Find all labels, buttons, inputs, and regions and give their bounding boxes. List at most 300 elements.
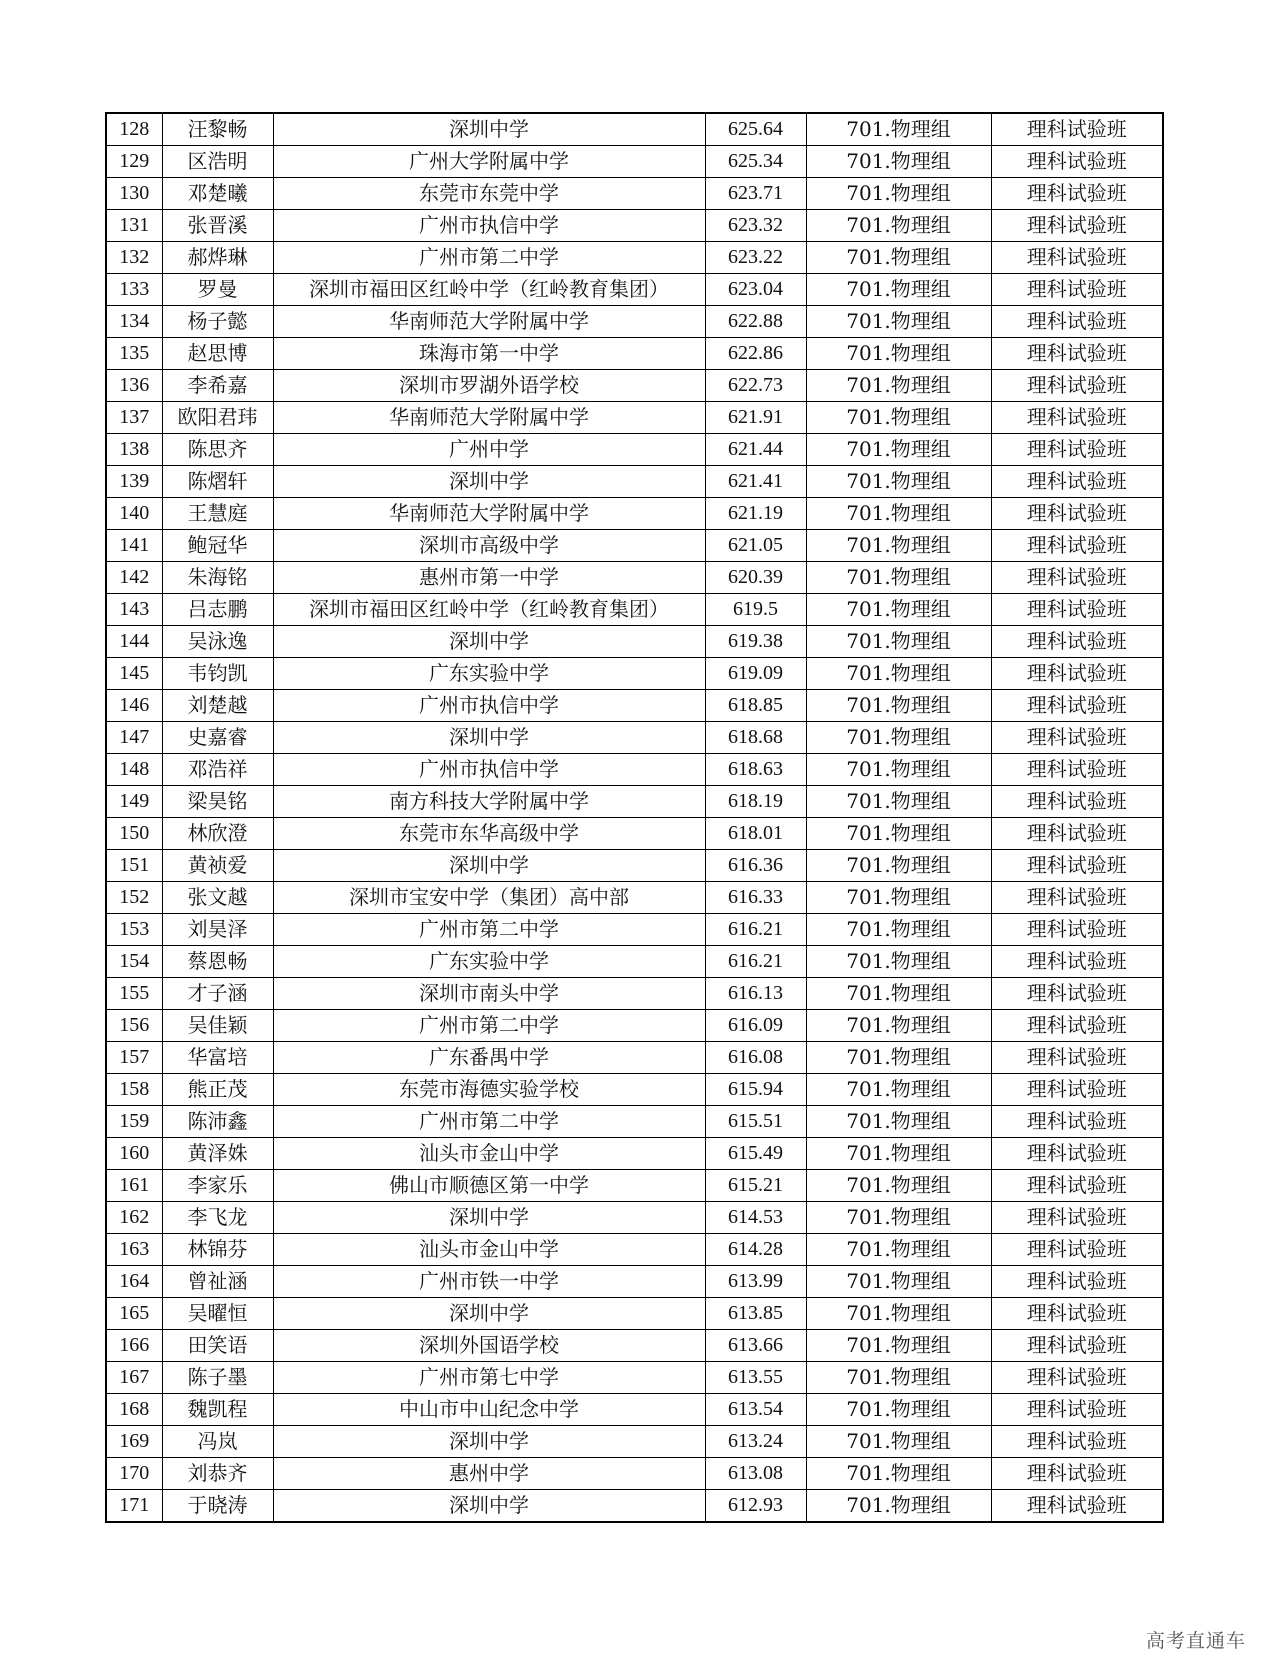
class-type-cell: 理科试验班 bbox=[991, 978, 1163, 1010]
class-type-cell: 理科试验班 bbox=[991, 914, 1163, 946]
rank-cell: 131 bbox=[106, 210, 162, 242]
class-type-cell: 理科试验班 bbox=[991, 1426, 1163, 1458]
rank-cell: 139 bbox=[106, 466, 162, 498]
rank-cell: 149 bbox=[106, 786, 162, 818]
table-row bbox=[106, 882, 1163, 914]
school-cell: 广州市第二中学 bbox=[273, 914, 705, 946]
student-name-cell: 杨子懿 bbox=[162, 306, 273, 338]
rank-cell: 135 bbox=[106, 338, 162, 370]
rank-cell: 141 bbox=[106, 530, 162, 562]
rank-cell: 154 bbox=[106, 946, 162, 978]
student-name-cell: 蔡恩畅 bbox=[162, 946, 273, 978]
class-type-cell: 理科试验班 bbox=[991, 1042, 1163, 1074]
school-cell: 汕头市金山中学 bbox=[273, 1234, 705, 1266]
school-cell: 深圳市福田区红岭中学（红岭教育集团） bbox=[273, 274, 705, 306]
school-cell: 广东番禺中学 bbox=[273, 1042, 705, 1074]
subject-group-cell: 701.物理组 bbox=[806, 370, 991, 402]
student-name-cell: 刘楚越 bbox=[162, 690, 273, 722]
subject-group-cell: 701.物理组 bbox=[806, 594, 991, 626]
class-type-cell: 理科试验班 bbox=[991, 754, 1163, 786]
student-name-cell: 田笑语 bbox=[162, 1330, 273, 1362]
table-row bbox=[106, 786, 1163, 818]
class-type-cell: 理科试验班 bbox=[991, 242, 1163, 274]
subject-group-cell: 701.物理组 bbox=[806, 562, 991, 594]
school-cell: 深圳市南头中学 bbox=[273, 978, 705, 1010]
score-cell: 615.51 bbox=[705, 1106, 806, 1138]
subject-group-cell: 701.物理组 bbox=[806, 1266, 991, 1298]
student-name-cell: 陈熠轩 bbox=[162, 466, 273, 498]
class-type-cell: 理科试验班 bbox=[991, 1266, 1163, 1298]
table-row bbox=[106, 690, 1163, 722]
student-name-cell: 曾祉涵 bbox=[162, 1266, 273, 1298]
score-cell: 616.36 bbox=[705, 850, 806, 882]
class-type-cell: 理科试验班 bbox=[991, 1010, 1163, 1042]
rank-cell: 142 bbox=[106, 562, 162, 594]
score-cell: 613.99 bbox=[705, 1266, 806, 1298]
class-type-cell: 理科试验班 bbox=[991, 850, 1163, 882]
class-type-cell: 理科试验班 bbox=[991, 1170, 1163, 1202]
score-cell: 614.28 bbox=[705, 1234, 806, 1266]
table-row bbox=[106, 914, 1163, 946]
school-cell: 广州市第二中学 bbox=[273, 1010, 705, 1042]
table-row bbox=[106, 530, 1163, 562]
class-type-cell: 理科试验班 bbox=[991, 178, 1163, 210]
school-cell: 佛山市顺德区第一中学 bbox=[273, 1170, 705, 1202]
class-type-cell: 理科试验班 bbox=[991, 594, 1163, 626]
table-row bbox=[106, 1330, 1163, 1362]
score-cell: 621.19 bbox=[705, 498, 806, 530]
student-name-cell: 冯岚 bbox=[162, 1426, 273, 1458]
table-row bbox=[106, 626, 1163, 658]
class-type-cell: 理科试验班 bbox=[991, 306, 1163, 338]
student-name-cell: 吕志鹏 bbox=[162, 594, 273, 626]
table-row bbox=[106, 594, 1163, 626]
school-cell: 东莞市东华高级中学 bbox=[273, 818, 705, 850]
score-cell: 621.41 bbox=[705, 466, 806, 498]
school-cell: 深圳中学 bbox=[273, 1490, 705, 1523]
score-cell: 621.91 bbox=[705, 402, 806, 434]
student-name-cell: 韦钧凯 bbox=[162, 658, 273, 690]
student-name-cell: 张文越 bbox=[162, 882, 273, 914]
rank-cell: 137 bbox=[106, 402, 162, 434]
student-name-cell: 邓浩祥 bbox=[162, 754, 273, 786]
student-name-cell: 李家乐 bbox=[162, 1170, 273, 1202]
subject-group-cell: 701.物理组 bbox=[806, 946, 991, 978]
subject-group-cell: 701.物理组 bbox=[806, 786, 991, 818]
table-row bbox=[106, 1394, 1163, 1426]
rank-cell: 132 bbox=[106, 242, 162, 274]
rank-cell: 159 bbox=[106, 1106, 162, 1138]
rank-cell: 129 bbox=[106, 146, 162, 178]
table-row bbox=[106, 402, 1163, 434]
rank-cell: 162 bbox=[106, 1202, 162, 1234]
class-type-cell: 理科试验班 bbox=[991, 1298, 1163, 1330]
score-cell: 618.63 bbox=[705, 754, 806, 786]
score-cell: 618.68 bbox=[705, 722, 806, 754]
score-cell: 612.93 bbox=[705, 1490, 806, 1523]
rank-cell: 130 bbox=[106, 178, 162, 210]
subject-group-cell: 701.物理组 bbox=[806, 338, 991, 370]
rank-cell: 167 bbox=[106, 1362, 162, 1394]
student-name-cell: 郝烨琳 bbox=[162, 242, 273, 274]
student-name-cell: 吴曜恒 bbox=[162, 1298, 273, 1330]
class-type-cell: 理科试验班 bbox=[991, 562, 1163, 594]
class-type-cell: 理科试验班 bbox=[991, 1106, 1163, 1138]
subject-group-cell: 701.物理组 bbox=[806, 113, 991, 146]
table-row bbox=[106, 178, 1163, 210]
student-name-cell: 刘昊泽 bbox=[162, 914, 273, 946]
subject-group-cell: 701.物理组 bbox=[806, 978, 991, 1010]
score-cell: 618.85 bbox=[705, 690, 806, 722]
class-type-cell: 理科试验班 bbox=[991, 274, 1163, 306]
score-cell: 619.09 bbox=[705, 658, 806, 690]
score-cell: 616.21 bbox=[705, 914, 806, 946]
school-cell: 广州市执信中学 bbox=[273, 210, 705, 242]
admission-roster-table bbox=[105, 112, 1164, 1523]
subject-group-cell: 701.物理组 bbox=[806, 1138, 991, 1170]
class-type-cell: 理科试验班 bbox=[991, 370, 1163, 402]
score-cell: 614.53 bbox=[705, 1202, 806, 1234]
school-cell: 广州市第二中学 bbox=[273, 242, 705, 274]
rank-cell: 133 bbox=[106, 274, 162, 306]
class-type-cell: 理科试验班 bbox=[991, 210, 1163, 242]
school-cell: 广州市铁一中学 bbox=[273, 1266, 705, 1298]
student-name-cell: 魏凯程 bbox=[162, 1394, 273, 1426]
table-row bbox=[106, 370, 1163, 402]
school-cell: 广东实验中学 bbox=[273, 946, 705, 978]
table-row bbox=[106, 1234, 1163, 1266]
subject-group-cell: 701.物理组 bbox=[806, 1426, 991, 1458]
school-cell: 深圳市罗湖外语学校 bbox=[273, 370, 705, 402]
subject-group-cell: 701.物理组 bbox=[806, 1394, 991, 1426]
rank-cell: 161 bbox=[106, 1170, 162, 1202]
school-cell: 深圳中学 bbox=[273, 1426, 705, 1458]
rank-cell: 150 bbox=[106, 818, 162, 850]
table-row bbox=[106, 658, 1163, 690]
student-name-cell: 朱海铭 bbox=[162, 562, 273, 594]
subject-group-cell: 701.物理组 bbox=[806, 690, 991, 722]
rank-cell: 128 bbox=[106, 113, 162, 146]
class-type-cell: 理科试验班 bbox=[991, 882, 1163, 914]
class-type-cell: 理科试验班 bbox=[991, 1458, 1163, 1490]
class-type-cell: 理科试验班 bbox=[991, 722, 1163, 754]
class-type-cell: 理科试验班 bbox=[991, 338, 1163, 370]
school-cell: 华南师范大学附属中学 bbox=[273, 402, 705, 434]
rank-cell: 156 bbox=[106, 1010, 162, 1042]
class-type-cell: 理科试验班 bbox=[991, 946, 1163, 978]
rank-cell: 158 bbox=[106, 1074, 162, 1106]
subject-group-cell: 701.物理组 bbox=[806, 1298, 991, 1330]
score-cell: 623.04 bbox=[705, 274, 806, 306]
school-cell: 珠海市第一中学 bbox=[273, 338, 705, 370]
subject-group-cell: 701.物理组 bbox=[806, 466, 991, 498]
table-row bbox=[106, 434, 1163, 466]
table-row bbox=[106, 722, 1163, 754]
subject-group-cell: 701.物理组 bbox=[806, 530, 991, 562]
student-name-cell: 陈子墨 bbox=[162, 1362, 273, 1394]
student-name-cell: 区浩明 bbox=[162, 146, 273, 178]
class-type-cell: 理科试验班 bbox=[991, 658, 1163, 690]
school-cell: 深圳市福田区红岭中学（红岭教育集团） bbox=[273, 594, 705, 626]
rank-cell: 144 bbox=[106, 626, 162, 658]
school-cell: 深圳市宝安中学（集团）高中部 bbox=[273, 882, 705, 914]
subject-group-cell: 701.物理组 bbox=[806, 498, 991, 530]
student-name-cell: 陈沛鑫 bbox=[162, 1106, 273, 1138]
class-type-cell: 理科试验班 bbox=[991, 786, 1163, 818]
student-name-cell: 于晓涛 bbox=[162, 1490, 273, 1523]
subject-group-cell: 701.物理组 bbox=[806, 1362, 991, 1394]
student-name-cell: 林锦芬 bbox=[162, 1234, 273, 1266]
school-cell: 广州市执信中学 bbox=[273, 754, 705, 786]
table-row bbox=[106, 818, 1163, 850]
class-type-cell: 理科试验班 bbox=[991, 1490, 1163, 1523]
class-type-cell: 理科试验班 bbox=[991, 1394, 1163, 1426]
table-row bbox=[106, 338, 1163, 370]
table-row bbox=[106, 242, 1163, 274]
school-cell: 东莞市东莞中学 bbox=[273, 178, 705, 210]
student-name-cell: 刘恭齐 bbox=[162, 1458, 273, 1490]
school-cell: 中山市中山纪念中学 bbox=[273, 1394, 705, 1426]
class-type-cell: 理科试验班 bbox=[991, 466, 1163, 498]
school-cell: 深圳中学 bbox=[273, 466, 705, 498]
score-cell: 620.39 bbox=[705, 562, 806, 594]
student-name-cell: 李希嘉 bbox=[162, 370, 273, 402]
table-row bbox=[106, 1042, 1163, 1074]
table-row bbox=[106, 1426, 1163, 1458]
table-row bbox=[106, 1458, 1163, 1490]
subject-group-cell: 701.物理组 bbox=[806, 146, 991, 178]
table-row bbox=[106, 754, 1163, 786]
score-cell: 619.5 bbox=[705, 594, 806, 626]
score-cell: 616.09 bbox=[705, 1010, 806, 1042]
table-row bbox=[106, 946, 1163, 978]
score-cell: 613.55 bbox=[705, 1362, 806, 1394]
score-cell: 616.13 bbox=[705, 978, 806, 1010]
score-cell: 618.19 bbox=[705, 786, 806, 818]
score-cell: 623.22 bbox=[705, 242, 806, 274]
rank-cell: 153 bbox=[106, 914, 162, 946]
subject-group-cell: 701.物理组 bbox=[806, 1458, 991, 1490]
table-row bbox=[106, 978, 1163, 1010]
table-row bbox=[106, 850, 1163, 882]
table-row bbox=[106, 113, 1163, 146]
rank-cell: 160 bbox=[106, 1138, 162, 1170]
class-type-cell: 理科试验班 bbox=[991, 434, 1163, 466]
class-type-cell: 理科试验班 bbox=[991, 402, 1163, 434]
rank-cell: 147 bbox=[106, 722, 162, 754]
table-row bbox=[106, 1298, 1163, 1330]
school-cell: 深圳市高级中学 bbox=[273, 530, 705, 562]
subject-group-cell: 701.物理组 bbox=[806, 210, 991, 242]
table-row bbox=[106, 210, 1163, 242]
school-cell: 汕头市金山中学 bbox=[273, 1138, 705, 1170]
subject-group-cell: 701.物理组 bbox=[806, 1202, 991, 1234]
table-row bbox=[106, 1490, 1163, 1523]
school-cell: 广州大学附属中学 bbox=[273, 146, 705, 178]
roster-table-body bbox=[106, 113, 1163, 1522]
school-cell: 深圳中学 bbox=[273, 1298, 705, 1330]
subject-group-cell: 701.物理组 bbox=[806, 658, 991, 690]
subject-group-cell: 701.物理组 bbox=[806, 1106, 991, 1138]
school-cell: 东莞市海德实验学校 bbox=[273, 1074, 705, 1106]
school-cell: 深圳中学 bbox=[273, 1202, 705, 1234]
table-row bbox=[106, 466, 1163, 498]
rank-cell: 155 bbox=[106, 978, 162, 1010]
student-name-cell: 欧阳君玮 bbox=[162, 402, 273, 434]
student-name-cell: 赵思博 bbox=[162, 338, 273, 370]
student-name-cell: 华富培 bbox=[162, 1042, 273, 1074]
table-row bbox=[106, 1362, 1163, 1394]
score-cell: 613.54 bbox=[705, 1394, 806, 1426]
student-name-cell: 汪黎畅 bbox=[162, 113, 273, 146]
class-type-cell: 理科试验班 bbox=[991, 1234, 1163, 1266]
subject-group-cell: 701.物理组 bbox=[806, 242, 991, 274]
score-cell: 616.08 bbox=[705, 1042, 806, 1074]
score-cell: 625.34 bbox=[705, 146, 806, 178]
school-cell: 南方科技大学附属中学 bbox=[273, 786, 705, 818]
table-row bbox=[106, 1202, 1163, 1234]
school-cell: 深圳中学 bbox=[273, 626, 705, 658]
student-name-cell: 鲍冠华 bbox=[162, 530, 273, 562]
class-type-cell: 理科试验班 bbox=[991, 530, 1163, 562]
school-cell: 广州市执信中学 bbox=[273, 690, 705, 722]
rank-cell: 164 bbox=[106, 1266, 162, 1298]
student-name-cell: 罗曼 bbox=[162, 274, 273, 306]
table-row bbox=[106, 1266, 1163, 1298]
score-cell: 621.44 bbox=[705, 434, 806, 466]
score-cell: 625.64 bbox=[705, 113, 806, 146]
rank-cell: 166 bbox=[106, 1330, 162, 1362]
school-cell: 惠州市第一中学 bbox=[273, 562, 705, 594]
subject-group-cell: 701.物理组 bbox=[806, 306, 991, 338]
class-type-cell: 理科试验班 bbox=[991, 818, 1163, 850]
score-cell: 615.94 bbox=[705, 1074, 806, 1106]
student-name-cell: 吴佳颖 bbox=[162, 1010, 273, 1042]
student-name-cell: 黄泽姝 bbox=[162, 1138, 273, 1170]
student-name-cell: 熊正茂 bbox=[162, 1074, 273, 1106]
rank-cell: 151 bbox=[106, 850, 162, 882]
score-cell: 615.21 bbox=[705, 1170, 806, 1202]
table-row bbox=[106, 146, 1163, 178]
school-cell: 深圳中学 bbox=[273, 113, 705, 146]
student-name-cell: 李飞龙 bbox=[162, 1202, 273, 1234]
school-cell: 深圳中学 bbox=[273, 722, 705, 754]
class-type-cell: 理科试验班 bbox=[991, 626, 1163, 658]
subject-group-cell: 701.物理组 bbox=[806, 626, 991, 658]
student-name-cell: 张晋溪 bbox=[162, 210, 273, 242]
rank-cell: 134 bbox=[106, 306, 162, 338]
subject-group-cell: 701.物理组 bbox=[806, 882, 991, 914]
rank-cell: 171 bbox=[106, 1490, 162, 1523]
rank-cell: 163 bbox=[106, 1234, 162, 1266]
subject-group-cell: 701.物理组 bbox=[806, 434, 991, 466]
student-name-cell: 邓楚曦 bbox=[162, 178, 273, 210]
rank-cell: 143 bbox=[106, 594, 162, 626]
score-cell: 622.88 bbox=[705, 306, 806, 338]
table-row bbox=[106, 1074, 1163, 1106]
subject-group-cell: 701.物理组 bbox=[806, 722, 991, 754]
score-cell: 613.24 bbox=[705, 1426, 806, 1458]
subject-group-cell: 701.物理组 bbox=[806, 178, 991, 210]
score-cell: 613.66 bbox=[705, 1330, 806, 1362]
class-type-cell: 理科试验班 bbox=[991, 113, 1163, 146]
school-cell: 广东实验中学 bbox=[273, 658, 705, 690]
student-name-cell: 黄祯爱 bbox=[162, 850, 273, 882]
school-cell: 广州市第七中学 bbox=[273, 1362, 705, 1394]
school-cell: 惠州中学 bbox=[273, 1458, 705, 1490]
table-row bbox=[106, 1010, 1163, 1042]
subject-group-cell: 701.物理组 bbox=[806, 1234, 991, 1266]
subject-group-cell: 701.物理组 bbox=[806, 1490, 991, 1523]
score-cell: 616.33 bbox=[705, 882, 806, 914]
rank-cell: 165 bbox=[106, 1298, 162, 1330]
score-cell: 618.01 bbox=[705, 818, 806, 850]
score-cell: 623.71 bbox=[705, 178, 806, 210]
school-cell: 广州中学 bbox=[273, 434, 705, 466]
score-cell: 621.05 bbox=[705, 530, 806, 562]
class-type-cell: 理科试验班 bbox=[991, 1362, 1163, 1394]
student-name-cell: 吴泳逸 bbox=[162, 626, 273, 658]
student-name-cell: 才子涵 bbox=[162, 978, 273, 1010]
rank-cell: 170 bbox=[106, 1458, 162, 1490]
subject-group-cell: 701.物理组 bbox=[806, 1170, 991, 1202]
class-type-cell: 理科试验班 bbox=[991, 1202, 1163, 1234]
rank-cell: 168 bbox=[106, 1394, 162, 1426]
rank-cell: 136 bbox=[106, 370, 162, 402]
table-row bbox=[106, 306, 1163, 338]
class-type-cell: 理科试验班 bbox=[991, 498, 1163, 530]
student-name-cell: 史嘉睿 bbox=[162, 722, 273, 754]
rank-cell: 138 bbox=[106, 434, 162, 466]
subject-group-cell: 701.物理组 bbox=[806, 1074, 991, 1106]
rank-cell: 152 bbox=[106, 882, 162, 914]
school-cell: 华南师范大学附属中学 bbox=[273, 498, 705, 530]
class-type-cell: 理科试验班 bbox=[991, 1138, 1163, 1170]
watermark-text: 高考直通车 bbox=[1145, 1630, 1246, 1652]
subject-group-cell: 701.物理组 bbox=[806, 1042, 991, 1074]
school-cell: 深圳外国语学校 bbox=[273, 1330, 705, 1362]
school-cell: 深圳中学 bbox=[273, 850, 705, 882]
rank-cell: 157 bbox=[106, 1042, 162, 1074]
table-row bbox=[106, 274, 1163, 306]
subject-group-cell: 701.物理组 bbox=[806, 914, 991, 946]
subject-group-cell: 701.物理组 bbox=[806, 1010, 991, 1042]
class-type-cell: 理科试验班 bbox=[991, 146, 1163, 178]
score-cell: 619.38 bbox=[705, 626, 806, 658]
school-cell: 华南师范大学附属中学 bbox=[273, 306, 705, 338]
table-row bbox=[106, 498, 1163, 530]
score-cell: 613.85 bbox=[705, 1298, 806, 1330]
subject-group-cell: 701.物理组 bbox=[806, 754, 991, 786]
subject-group-cell: 701.物理组 bbox=[806, 818, 991, 850]
subject-group-cell: 701.物理组 bbox=[806, 850, 991, 882]
student-name-cell: 王慧庭 bbox=[162, 498, 273, 530]
rank-cell: 140 bbox=[106, 498, 162, 530]
table-row bbox=[106, 1106, 1163, 1138]
table-row bbox=[106, 562, 1163, 594]
score-cell: 623.32 bbox=[705, 210, 806, 242]
score-cell: 622.73 bbox=[705, 370, 806, 402]
table-row bbox=[106, 1138, 1163, 1170]
score-cell: 616.21 bbox=[705, 946, 806, 978]
subject-group-cell: 701.物理组 bbox=[806, 274, 991, 306]
class-type-cell: 理科试验班 bbox=[991, 1074, 1163, 1106]
score-cell: 613.08 bbox=[705, 1458, 806, 1490]
class-type-cell: 理科试验班 bbox=[991, 1330, 1163, 1362]
score-cell: 622.86 bbox=[705, 338, 806, 370]
student-name-cell: 林欣澄 bbox=[162, 818, 273, 850]
subject-group-cell: 701.物理组 bbox=[806, 402, 991, 434]
